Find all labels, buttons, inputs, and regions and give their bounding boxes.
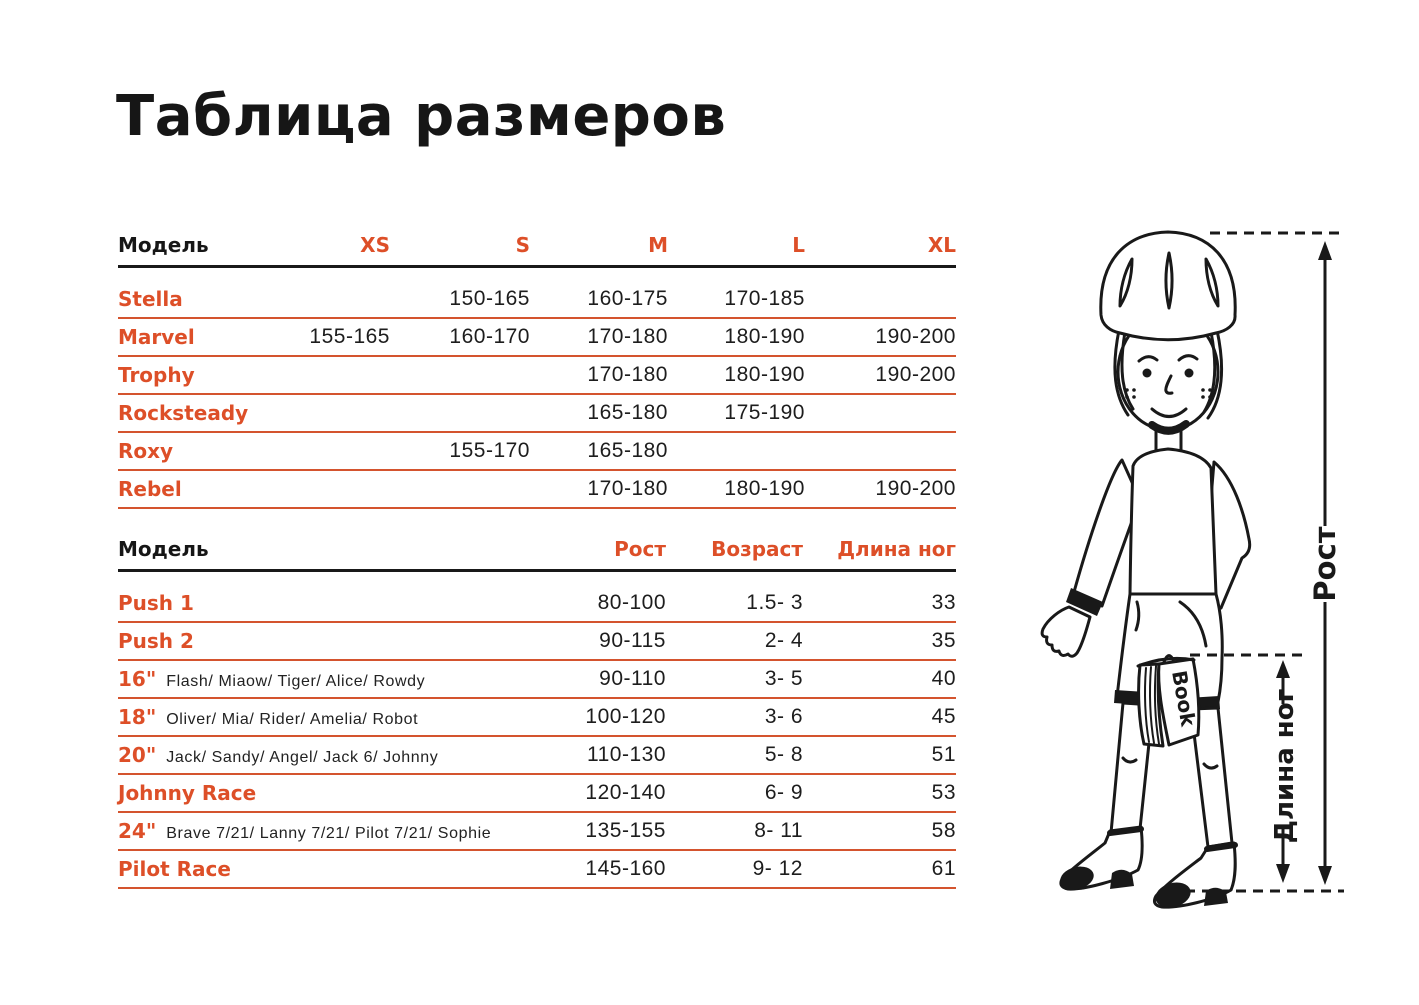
height-range: 90-115 (599, 629, 666, 652)
age-range: 3- 6 (764, 705, 803, 728)
left-sock-band (1110, 829, 1141, 833)
column-header-xs: XS (360, 233, 390, 257)
size-value: 170-180 (587, 477, 668, 500)
table-row (118, 433, 956, 471)
model-name: 18" (118, 705, 157, 729)
model-name: 16" (118, 667, 157, 691)
column-header-vozrast: Возраст (711, 537, 803, 561)
size-value: 170-180 (587, 325, 668, 348)
height-range: 80-100 (597, 591, 666, 614)
column-header-m: M (648, 233, 668, 257)
age-range: 2- 4 (764, 629, 803, 652)
height-range: 145-160 (585, 857, 666, 880)
page-title: Таблица размеров (116, 84, 727, 149)
model-name: 20" (118, 743, 157, 767)
column-header-xl: XL (927, 233, 956, 257)
kid-illustration (1020, 212, 1419, 1000)
model-name: Marvel (118, 325, 195, 349)
column-header-l: L (792, 233, 805, 257)
column-header-rost: Рост (614, 537, 666, 561)
leg-arrow-bottom (1276, 864, 1290, 883)
model-name: Roxy (118, 439, 174, 463)
age-range: 5- 8 (764, 743, 803, 766)
left-hand (1042, 607, 1090, 656)
size-value: 155-170 (449, 439, 530, 462)
size-value: 175-190 (724, 401, 805, 424)
leg-length: 53 (931, 781, 956, 804)
adult-size-table (118, 228, 956, 509)
column-header-model: Модель (118, 537, 209, 561)
size-value: 170-180 (587, 363, 668, 386)
column-header-dlina-nog: Длина ног (837, 537, 956, 561)
model-name: 24" (118, 819, 157, 843)
table-header-row (118, 228, 956, 268)
table-row (118, 395, 956, 433)
model-name: Push 2 (118, 629, 194, 653)
height-range: 135-155 (585, 819, 666, 842)
size-value: 190-200 (875, 363, 956, 386)
measurement-illustration (1020, 212, 1419, 1000)
leg-length: 51 (931, 743, 956, 766)
leg-arrow-top (1276, 660, 1290, 678)
table-row (118, 623, 956, 661)
book-label: Book (1167, 668, 1201, 729)
age-range: 9- 12 (752, 857, 803, 880)
table-row (118, 357, 956, 395)
size-value: 180-190 (724, 325, 805, 348)
height-range: 110-130 (586, 743, 666, 766)
table-row (118, 737, 956, 775)
leg-length: 58 (931, 819, 956, 842)
size-value: 190-200 (875, 325, 956, 348)
table-row (118, 775, 956, 813)
model-variants: Flash/ Miaow/ Tiger/ Alice/ Rowdy (166, 673, 426, 690)
leg-length: 45 (931, 705, 956, 728)
height-arrow-bottom (1318, 866, 1332, 885)
model-name: Rocksteady (118, 401, 249, 425)
height-label: Рост (1308, 526, 1342, 602)
table-row (118, 471, 956, 509)
leg-length: 35 (931, 629, 956, 652)
table-row (118, 268, 956, 319)
age-range: 3- 5 (764, 667, 803, 690)
table-row (118, 572, 956, 623)
age-range: 6- 9 (764, 781, 803, 804)
leg-length: 40 (931, 667, 956, 690)
size-value: 190-200 (875, 477, 956, 500)
size-value: 180-190 (724, 477, 805, 500)
age-range: 1.5- 3 (746, 591, 803, 614)
model-name: Pilot Race (118, 857, 231, 881)
size-value: 155-165 (309, 325, 390, 348)
height-arrow-top (1318, 241, 1332, 260)
table-header-row (118, 532, 956, 572)
column-header-model: Модель (118, 233, 209, 257)
age-range: 8- 11 (754, 819, 803, 842)
leg-length: 61 (931, 857, 956, 880)
model-variants: Jack/ Sandy/ Angel/ Jack 6/ Johnny (166, 749, 439, 766)
model-variants: Oliver/ Mia/ Rider/ Amelia/ Robot (166, 711, 419, 728)
table-row (118, 319, 956, 357)
size-value: 150-165 (449, 287, 530, 310)
torso (1130, 449, 1216, 594)
model-name: Trophy (118, 363, 195, 387)
size-value: 165-180 (587, 401, 668, 424)
kids-size-table (118, 532, 956, 889)
size-value: 160-175 (587, 287, 668, 310)
size-value: 160-170 (449, 325, 530, 348)
table-row (118, 699, 956, 737)
size-value: 180-190 (724, 363, 805, 386)
model-variants: Brave 7/21/ Lanny 7/21/ Pilot 7/21/ Sophie (166, 825, 492, 842)
leg-length-label: Длина ног (1270, 688, 1300, 844)
size-value: 165-180 (587, 439, 668, 462)
size-value: 170-185 (724, 287, 805, 310)
height-range: 100-120 (585, 705, 666, 728)
leg-length: 33 (931, 591, 956, 614)
height-range: 120-140 (585, 781, 666, 804)
model-name: Johnny Race (118, 781, 257, 805)
right-sock-band (1207, 845, 1235, 849)
table-row (118, 661, 956, 699)
model-name: Stella (118, 287, 183, 311)
model-name: Rebel (118, 477, 182, 501)
table-row (118, 851, 956, 889)
model-name: Push 1 (118, 591, 194, 615)
table-row (118, 813, 956, 851)
height-range: 90-110 (599, 667, 666, 690)
column-header-s: S (515, 233, 530, 257)
